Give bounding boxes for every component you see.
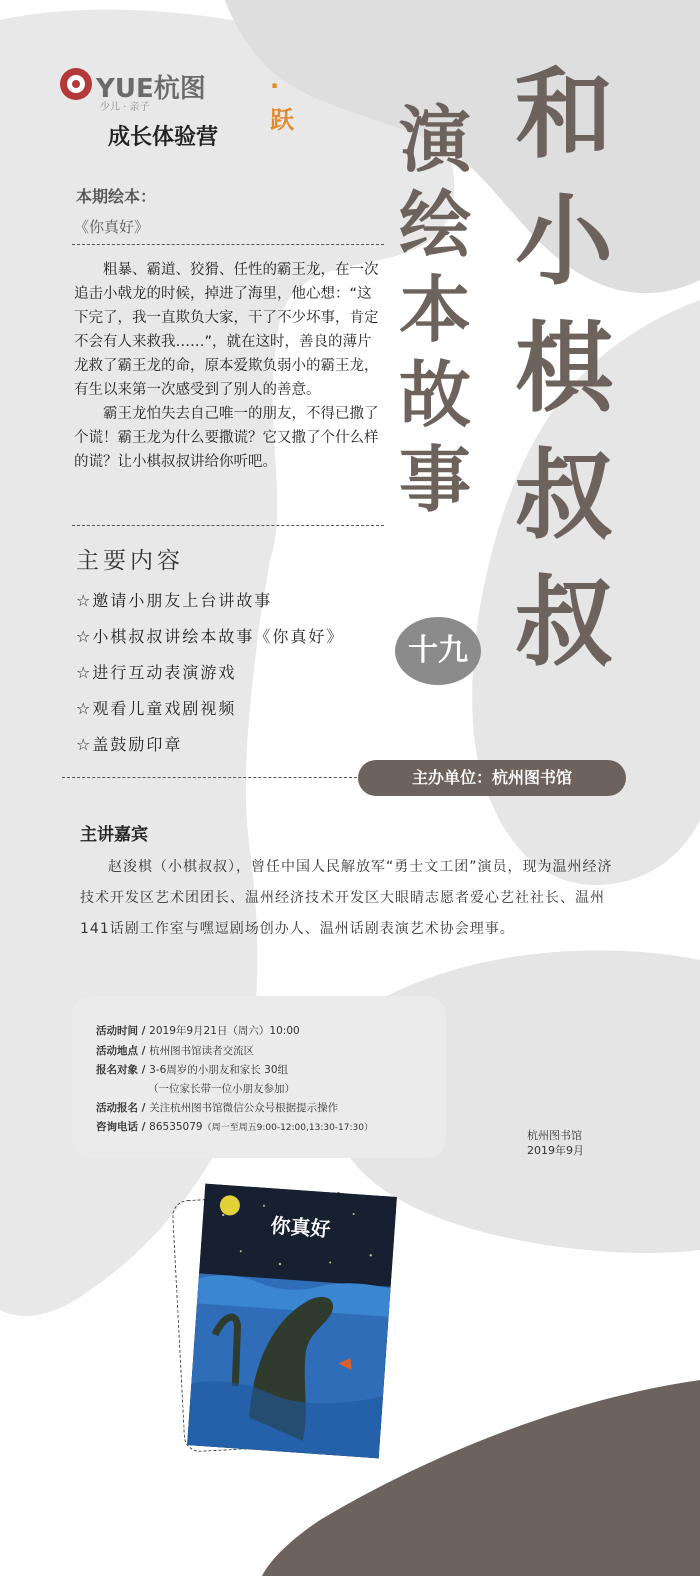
info-label: 报名对象 / xyxy=(96,1064,150,1076)
story-text xyxy=(74,258,384,474)
organizer-signature xyxy=(527,1128,584,1158)
organizer-date: 2019年9月 xyxy=(527,1144,584,1157)
list-item: ☆盖鼓励印章 xyxy=(76,735,183,754)
camp-title: 成长体验营 xyxy=(108,125,219,150)
info-value: 86535079 xyxy=(149,1121,203,1133)
title-char: 和 xyxy=(514,58,613,172)
info-label: 活动报名 / xyxy=(96,1102,150,1114)
list-item: ☆观看儿童戏剧视频 xyxy=(76,699,237,718)
title-char: 事 xyxy=(398,438,471,522)
guest-bio: 赵浚棋（小棋叔叔），曾任中国人民解放军“勇士文工团”演员，现为温州经济技术开发区艺术团团长、温州经济技术开发区大眼睛志愿者爱心艺社社长、温州141话剧工作室与嘿逗剧场创办人、温州话剧表演艺术协会理事。 xyxy=(80,859,613,937)
list-item: ☆进行互动表演游戏 xyxy=(76,663,237,682)
title-column-left xyxy=(394,98,476,523)
divider-story-bottom xyxy=(72,525,384,526)
logo-brand-text: YUE杭图 xyxy=(96,74,206,104)
info-note: （周一至周五9:00-12:00,13:30-17:30） xyxy=(202,1123,373,1133)
divider-top xyxy=(72,244,384,245)
info-row-target xyxy=(96,1062,288,1077)
info-row-place xyxy=(96,1043,254,1058)
title-char: 棋 xyxy=(514,312,613,426)
title-char: 绘 xyxy=(398,183,471,267)
info-row-time xyxy=(96,1023,300,1038)
story-paragraph-1: 粗暴、霸道、狡猾、任性的霸王龙，在一次追击小戟龙的时候，掉进了海里，他心想：“这下完了，我一直欺负大家，干了不少坏事，肯定不会有人来救我……”，就在这时，善良的薄片龙救了霸王龙的命，原本爱欺负弱小的霸王龙，有生以来第一次感受到了别人的善意。 xyxy=(74,262,379,398)
info-value: 杭州图书馆读者交流区 xyxy=(149,1045,255,1057)
info-value: 3-6周岁的小朋友和家长 30组 xyxy=(149,1064,289,1076)
contents-list xyxy=(76,588,344,768)
contents-title: 主要内容 xyxy=(76,548,184,574)
info-value: （一位家长带一位小朋友参加） xyxy=(148,1083,295,1095)
organizer-name: 杭州图书馆 xyxy=(527,1129,582,1142)
info-row-phone xyxy=(96,1119,373,1134)
info-row-target-note xyxy=(148,1081,295,1096)
story-paragraph-2: 霸王龙怕失去自己唯一的朋友，不得已撒了个谎！霸王龙为什么要撒谎？它又撒了个什么样的谎？让小棋叔叔讲给你听吧。 xyxy=(74,406,379,470)
guest-title: 主讲嘉宾 xyxy=(80,825,148,845)
title-char: 演 xyxy=(398,98,471,182)
title-char: 故 xyxy=(398,353,471,437)
title-char: 叔 xyxy=(514,439,613,553)
info-label: 咨询电话 / xyxy=(96,1121,150,1133)
book-cover-image xyxy=(187,1184,397,1459)
cover-title: 你真好 xyxy=(269,1213,332,1242)
host-banner: 主办单位：杭州图书馆 xyxy=(358,760,626,796)
title-char: 本 xyxy=(398,268,471,352)
logo-suffix: ·跃 xyxy=(270,72,294,134)
logo-tagline: 少儿 · 亲子 xyxy=(100,102,150,113)
book-title: 《你真好》 xyxy=(74,218,150,236)
info-value: 2019年9月21日（周六）10:00 xyxy=(149,1025,300,1037)
info-value: 关注杭州图书馆微信公众号根据提示操作 xyxy=(149,1102,339,1114)
list-item: ☆邀请小朋友上台讲故事 xyxy=(76,591,273,610)
list-item: ☆小棋叔叔讲绘本故事《你真好》 xyxy=(76,627,345,646)
cover-illustration xyxy=(187,1184,397,1459)
divider-host xyxy=(62,777,362,778)
brand-logo xyxy=(60,68,300,134)
info-label: 活动时间 / xyxy=(96,1025,150,1037)
info-label: 活动地点 / xyxy=(96,1045,150,1057)
info-row-signup xyxy=(96,1100,338,1115)
episode-badge: 十九 xyxy=(395,617,481,685)
book-label: 本期绘本： xyxy=(76,187,157,206)
title-char: 叔 xyxy=(514,566,613,680)
title-char: 小 xyxy=(514,185,613,299)
title-column-right xyxy=(508,52,620,687)
logo-swirl-icon xyxy=(60,68,92,100)
